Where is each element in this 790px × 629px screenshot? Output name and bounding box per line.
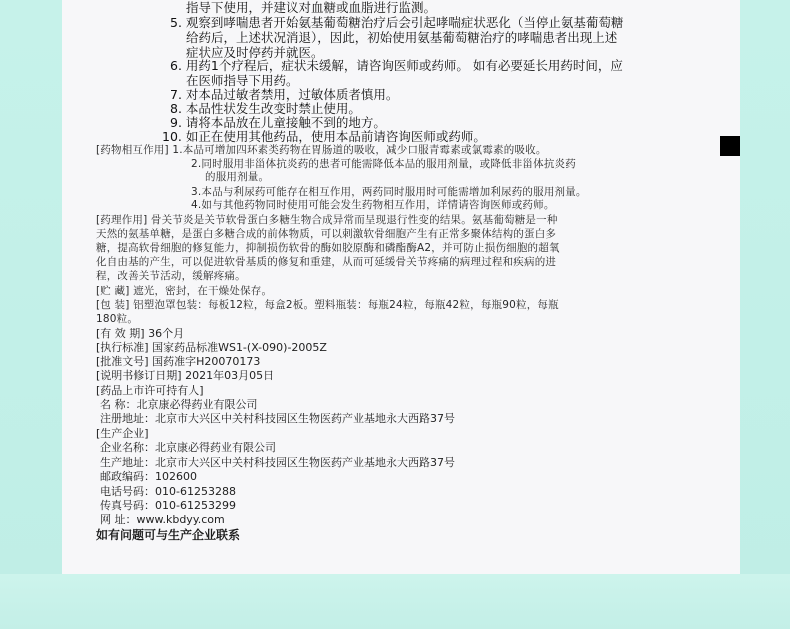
validity: [有 效 期] 36个月 xyxy=(96,327,185,340)
manufacturer-address: 生产地址：北京市大兴区中关村科技园区生物医药产业基地永大西路37号 xyxy=(100,456,455,469)
interactions-line-5: 4.如与其他药物同时使用可能会发生药物相互作用，详情请咨询医师或药师。 xyxy=(191,199,555,211)
precaution-5-line-3: 症状应及时停药并就医。 xyxy=(186,45,324,60)
manufacturer-phone: 电话号码：010-61253288 xyxy=(100,485,236,498)
pharmacology-line-2: 天然的氨基单糖，是蛋白多糖合成的前体物质，可以刺激软骨细胞产生有正常多聚体结构的蛋白多 xyxy=(96,228,557,240)
standard: [执行标准] 国家药品标准WS1-(X-090)-2005Z xyxy=(96,341,327,354)
precaution-6-line-2: 在医师指导下用药。 xyxy=(186,73,299,88)
precaution-10: 10. 如正在使用其他药品，使用本品前请咨询医师或药师。 xyxy=(162,129,486,144)
pharmacology-line-5: 程，改善关节活动，缓解疼痛。 xyxy=(96,270,246,282)
revision-date: [说明书修订日期] 2021年03月05日 xyxy=(96,369,275,382)
manufacturer-fax: 传真号码：010-61253299 xyxy=(100,499,236,512)
background-fade xyxy=(0,574,790,629)
package-line-2: 180粒。 xyxy=(96,313,139,325)
package-line-1: [包 装] 铝塑泡罩包装：每板12粒，每盒2板。塑料瓶装：每瓶24粒，每瓶42粒，每瓶90粒，每瓶 xyxy=(96,299,559,311)
holder-heading: [药品上市许可持有人] xyxy=(96,384,204,397)
registration-mark xyxy=(720,136,740,156)
manufacturer-heading: [生产企业] xyxy=(96,427,149,440)
precaution-5-line-1: 5. 观察到哮喘患者开始氨基葡萄糖治疗后会引起哮喘症状恶化（当停止氨基葡萄糖 xyxy=(170,15,624,30)
holder-name: 名 称：北京康必得药业有限公司 xyxy=(100,398,258,411)
manufacturer-postcode: 邮政编码：102600 xyxy=(100,470,197,483)
precaution-7: 7. 对本品过敏者禁用，过敏体质者慎用。 xyxy=(170,87,399,102)
precaution-6-line-1: 6. 用药1个疗程后，症状未缓解，请咨询医师或药师。 如有必要延长用药时间，应 xyxy=(170,58,623,73)
manufacturer-name: 企业名称：北京康必得药业有限公司 xyxy=(100,441,276,454)
pharmacology-line-1: [药理作用] 骨关节炎是关节软骨蛋白多糖生物合成异常而呈现退行性变的结果。氨基葡萄糖是一种 xyxy=(96,214,558,226)
pharmacology-line-3: 糖，提高软骨细胞的修复能力，抑制损伤软骨的酶如胶原酶和磷酯酶A2，并可防止损伤细胞的超氧 xyxy=(96,242,560,254)
precaution-8: 8. 本品性状发生改变时禁止使用。 xyxy=(170,101,361,116)
footer-contact-note: 如有问题可与生产企业联系 xyxy=(96,528,241,542)
pharmacology-line-4: 化自由基的产生，可以促进软骨基质的修复和重建，从而可延缓骨关节疼痛的病理过程和疾病的进 xyxy=(96,256,557,268)
interactions-line-1: [药物相互作用] 1.本品可增加四环素类药物在胃肠道的吸收，减少口服青霉素或氯霉素的吸收。 xyxy=(96,144,547,156)
storage: [贮 藏] 遮光，密封，在干燥处保存。 xyxy=(96,285,273,297)
approval-number: [批准文号] 国药准字H20070173 xyxy=(96,355,261,368)
precaution-5-line-2: 给药后，上述状况消退），因此，初始使用氨基葡萄糖治疗的哮喘患者出现上述 xyxy=(186,30,618,45)
precaution-9: 9. 请将本品放在儿童接触不到的地方。 xyxy=(170,115,386,130)
interactions-line-4: 3.本品与利尿药可能存在相互作用，两药同时服用时可能需增加利尿药的服用剂量。 xyxy=(191,186,587,198)
manufacturer-website: 网 址：www.kbdyy.com xyxy=(100,513,225,526)
interactions-line-2: 2.同时服用非甾体抗炎药的患者可能需降低本品的服用剂量，或降低非甾体抗炎药 xyxy=(191,158,576,170)
holder-address: 注册地址：北京市大兴区中关村科技园区生物医药产业基地永大西路37号 xyxy=(100,412,455,425)
interactions-line-3: 的服用剂量。 xyxy=(205,171,270,183)
leaflet-page xyxy=(62,0,740,574)
precaution-line: 指导下使用，并建议对血糖或血脂进行监测。 xyxy=(186,0,437,15)
